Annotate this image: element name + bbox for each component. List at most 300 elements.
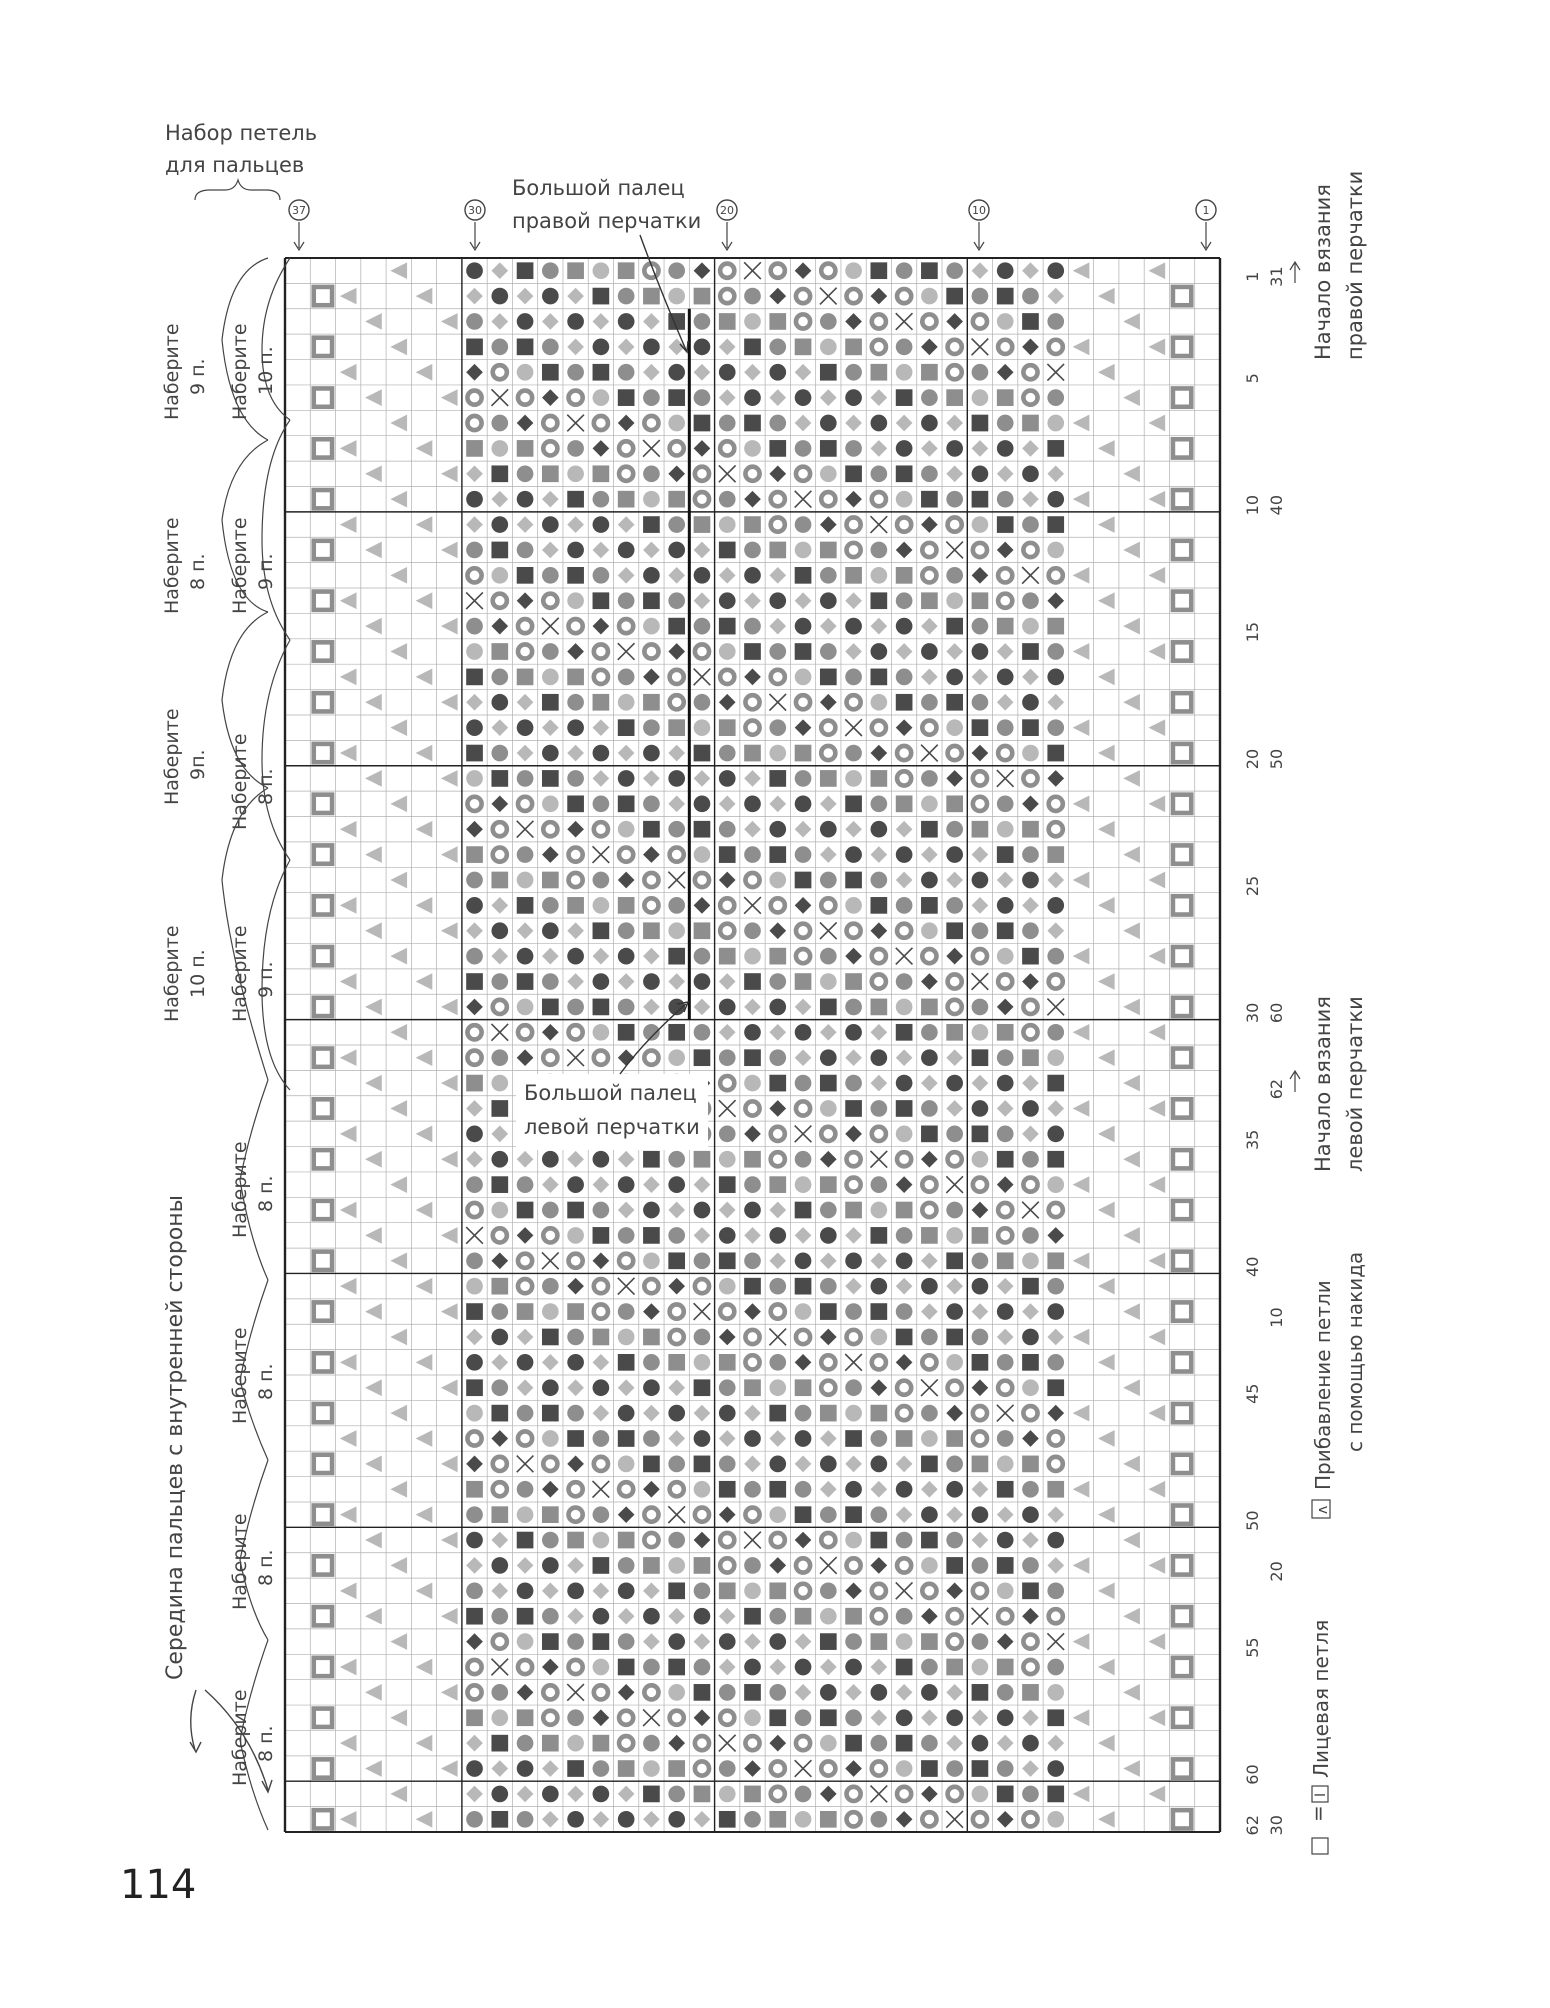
stitch-circle-light (871, 1329, 888, 1346)
stitch-ring (821, 1761, 835, 1775)
stitch-square-dark (997, 1786, 1014, 1803)
stitch-diamond-light (946, 1735, 963, 1752)
stitch-triangle (390, 1557, 407, 1574)
stitch-triangle (340, 1582, 357, 1599)
stitch-ring (569, 391, 583, 405)
stitch-diamond-light (542, 491, 559, 508)
stitch-diamond-light (517, 922, 534, 939)
stitch-diamond-light (719, 389, 736, 406)
stitch-square-mid (618, 1760, 635, 1777)
stitch-square-mid (517, 1709, 534, 1726)
stitch-square-mid (668, 491, 685, 508)
stitch-boxed-square (314, 1302, 332, 1320)
stitch-diamond-light (921, 669, 938, 686)
stitch-circle-mid (491, 1049, 508, 1066)
svg-text:8 п.: 8 п. (187, 553, 209, 590)
stitch-ring (922, 568, 936, 582)
stitch-circle-mid (542, 567, 559, 584)
stitch-diamond-light (744, 999, 761, 1016)
stitch-diamond-light (593, 1811, 610, 1828)
stitch-ring (872, 721, 886, 735)
stitch-diamond-light (542, 1582, 559, 1599)
stitch-triangle (416, 1735, 433, 1752)
stitch-circle-dark (946, 846, 963, 863)
stitch-diamond-dark (744, 1303, 761, 1320)
stitch-square-dark (593, 922, 610, 939)
stitch-ring (594, 416, 608, 430)
svg-text:Наберите: Наберите (161, 925, 183, 1022)
stitch-square-dark (820, 1303, 837, 1320)
stitch-diamond-dark (668, 1735, 685, 1752)
stitch-triangle (340, 821, 357, 838)
stitch-diamond-dark (820, 694, 837, 711)
stitch-square-mid (567, 1532, 584, 1549)
stitch-square-dark (921, 1126, 938, 1143)
stitch-diamond-light (694, 542, 711, 559)
stitch-square-dark (896, 1024, 913, 1041)
stitch-triangle (365, 1532, 382, 1549)
stitch-ring (922, 1812, 936, 1826)
stitch-circle-mid (845, 364, 862, 381)
stitch-square-dark (769, 770, 786, 787)
stitch-square-mid (744, 745, 761, 762)
stitch-circle-dark (517, 313, 534, 330)
stitch-ring (467, 568, 481, 582)
row-number: 30 (1243, 1002, 1262, 1024)
stitch-diamond-light (795, 999, 812, 1016)
stitch-triangle (1098, 1735, 1115, 1752)
svg-text:Наберите: Наберите (229, 1689, 251, 1786)
stitch-diamond-light (567, 339, 584, 356)
stitch-circle-dark (744, 1659, 761, 1676)
stitch-circle-light (694, 719, 711, 736)
stitch-boxed-square (314, 896, 332, 914)
stitch-triangle (340, 1049, 357, 1066)
stitch-circle-dark (921, 872, 938, 889)
stitch-diamond-light (517, 694, 534, 711)
stitch-diamond-light (795, 592, 812, 609)
stitch-diamond-light (567, 1151, 584, 1168)
stitch-circle-dark (845, 389, 862, 406)
stitch-ring (948, 1787, 962, 1801)
stitch-circle-light (593, 897, 610, 914)
stitch-circle-mid (668, 262, 685, 279)
stitch-circle-dark (1047, 1126, 1064, 1143)
svg-text:1: 1 (1202, 204, 1210, 217)
stitch-square-mid (769, 542, 786, 559)
stitch-circle-dark (694, 567, 711, 584)
col-marker-37 (289, 200, 309, 250)
stitch-diamond-light (517, 1329, 534, 1346)
stitch-diamond-light (972, 1075, 989, 1092)
stitch-circle-light (871, 1202, 888, 1219)
stitch-square-mid (769, 313, 786, 330)
stitch-diamond-dark (466, 364, 483, 381)
stitch-square-mid (921, 1227, 938, 1244)
stitch-circle-light (1047, 415, 1064, 432)
stitch-circle-mid (593, 1202, 610, 1219)
stitch-triangle (441, 389, 458, 406)
stitch-triangle (441, 770, 458, 787)
stitch-circle-light (466, 770, 483, 787)
stitch-circle-dark (466, 1532, 483, 1549)
stitch-diamond-light (719, 1659, 736, 1676)
stitch-diamond-dark (491, 618, 508, 635)
stitch-circle-mid (542, 897, 559, 914)
stitch-circle-light (997, 1582, 1014, 1599)
stitch-cross (896, 948, 913, 965)
stitch-circle-mid (744, 1811, 761, 1828)
stitch-diamond-light (845, 1049, 862, 1066)
stitch-diamond-light (1047, 872, 1064, 889)
stitch-diamond-light (795, 1684, 812, 1701)
stitch-diamond-light (491, 313, 508, 330)
stitch-circle-mid (491, 1303, 508, 1320)
stitch-ring (998, 340, 1012, 354)
stitch-circle-dark (491, 516, 508, 533)
stitch-circle-dark (466, 1354, 483, 1371)
stitch-square-dark (845, 465, 862, 482)
stitch-circle-light (668, 1557, 685, 1574)
stitch-diamond-light (719, 1024, 736, 1041)
stitch-circle-light (593, 1532, 610, 1549)
stitch-triangle (1148, 567, 1165, 584)
stitch-ring (796, 1558, 810, 1572)
stitch-ring (796, 1101, 810, 1115)
stitch-square-dark (694, 1456, 711, 1473)
stitch-circle-dark (567, 1176, 584, 1193)
stitch-boxed-square (1173, 1150, 1191, 1168)
stitch-diamond-dark (896, 1811, 913, 1828)
stitch-circle-light (795, 542, 812, 559)
stitch-diamond-light (719, 795, 736, 812)
stitch-diamond-light (618, 1379, 635, 1396)
stitch-boxed-square (1173, 1709, 1191, 1727)
stitch-boxed-square (314, 388, 332, 406)
stitch-diamond-dark (744, 669, 761, 686)
stitch-ring (695, 1508, 709, 1522)
stitch-diamond-light (491, 897, 508, 914)
stitch-triangle (441, 465, 458, 482)
row-number-alt: 50 (1267, 748, 1286, 770)
stitch-ring (543, 1685, 557, 1699)
stitch-square-dark (744, 339, 761, 356)
stitch-circle-mid (795, 846, 812, 863)
stitch-cross (744, 897, 761, 914)
stitch-diamond-light (820, 1252, 837, 1269)
stitch-circle-dark (618, 1582, 635, 1599)
stitch-square-dark (972, 1760, 989, 1777)
stitch-triangle (390, 1024, 407, 1041)
stitch-diamond-dark (668, 465, 685, 482)
stitch-circle-mid (820, 313, 837, 330)
stitch-triangle (1148, 262, 1165, 279)
stitch-diamond-light (668, 795, 685, 812)
stitch-diamond-dark (618, 415, 635, 432)
stitch-circle-mid (1022, 1557, 1039, 1574)
stitch-circle-dark (972, 1735, 989, 1752)
stitch-diamond-light (1047, 1329, 1064, 1346)
stitch-square-dark (1047, 516, 1064, 533)
stitch-circle-mid (1022, 1151, 1039, 1168)
stitch-diamond-dark (668, 643, 685, 660)
stitch-ring (948, 1381, 962, 1395)
stitch-ring (569, 1025, 583, 1039)
stitch-circle-mid (1022, 1227, 1039, 1244)
svg-text:Наберите: Наберите (229, 1327, 251, 1424)
stitch-diamond-light (466, 1329, 483, 1346)
stitch-triangle (1098, 745, 1115, 762)
stitch-boxed-square (1173, 1658, 1191, 1676)
stitch-ring (720, 924, 734, 938)
stitch-circle-light (668, 288, 685, 305)
stitch-circle-dark (795, 618, 812, 635)
stitch-circle-mid (946, 897, 963, 914)
stitch-circle-dark (997, 1303, 1014, 1320)
stitch-ring (872, 974, 886, 988)
stitch-diamond-light (820, 1481, 837, 1498)
stitch-diamond-light (567, 288, 584, 305)
stitch-circle-light (542, 1303, 559, 1320)
stitch-triangle (340, 1354, 357, 1371)
stitch-circle-light (921, 288, 938, 305)
stitch-ring (872, 1584, 886, 1598)
legend-knit-label: Лицевая петля (1309, 1619, 1333, 1778)
stitch-square-dark (896, 1329, 913, 1346)
stitch-triangle (1123, 1303, 1140, 1320)
stitch-diamond-light (567, 1786, 584, 1803)
stitch-circle-mid (744, 542, 761, 559)
stitch-cross (593, 1481, 610, 1498)
stitch-circle-light (896, 364, 913, 381)
stitch-circle-dark (668, 364, 685, 381)
stitch-triangle (390, 1709, 407, 1726)
legend-increase-label-2: с помощью накида (1343, 1251, 1367, 1452)
stitch-square-mid (820, 542, 837, 559)
stitch-circle-light (567, 465, 584, 482)
stitch-triangle (1148, 1405, 1165, 1422)
stitch-circle-dark (643, 339, 660, 356)
stitch-boxed-square (1173, 592, 1191, 610)
stitch-square-dark (643, 592, 660, 609)
row-number: 5 (1243, 373, 1262, 384)
stitch-circle-mid (1022, 1786, 1039, 1803)
stitch-square-dark (871, 1532, 888, 1549)
stitch-circle-dark (593, 973, 610, 990)
stitch-square-dark (795, 872, 812, 889)
stitch-cross (795, 1760, 812, 1777)
stitch-square-dark (896, 389, 913, 406)
stitch-triangle (441, 1379, 458, 1396)
stitch-circle-mid (921, 1659, 938, 1676)
stitch-diamond-light (896, 643, 913, 660)
stitch-boxed-square (314, 541, 332, 559)
stitch-ring (948, 1152, 962, 1166)
stitch-square-dark (997, 1151, 1014, 1168)
stitch-ring (594, 670, 608, 684)
stitch-boxed-square (1173, 845, 1191, 863)
stitch-diamond-dark (1022, 1608, 1039, 1625)
stitch-diamond-light (946, 1506, 963, 1523)
stitch-circle-dark (719, 592, 736, 609)
stitch-circle-light (795, 1176, 812, 1193)
stitch-triangle (1098, 1278, 1115, 1295)
stitch-circle-mid (744, 922, 761, 939)
stitch-square-dark (1047, 1786, 1064, 1803)
stitch-triangle (340, 1430, 357, 1447)
stitch-ring (745, 873, 759, 887)
stitch-circle-dark (744, 389, 761, 406)
stitch-square-dark (517, 1202, 534, 1219)
stitch-triangle (416, 440, 433, 457)
stitch-triangle (1073, 872, 1090, 889)
stitch-ring (619, 1736, 633, 1750)
stitch-ring (670, 695, 684, 709)
row-number: 60 (1243, 1764, 1262, 1785)
stitch-ring (695, 467, 709, 481)
svg-text:Начало вязания: Начало вязания (1311, 184, 1335, 360)
stitch-circle-dark (795, 795, 812, 812)
stitch-diamond-dark (769, 922, 786, 939)
stitch-circle-mid (517, 465, 534, 482)
stitch-circle-mid (593, 567, 610, 584)
stitch-cross (618, 643, 635, 660)
stitch-circle-dark (618, 313, 635, 330)
stitch-circle-mid (517, 1481, 534, 1498)
stitch-circle-dark (491, 1151, 508, 1168)
stitch-boxed-square (314, 642, 332, 660)
start-right-label (1290, 171, 1367, 360)
stitch-triangle (416, 288, 433, 305)
stitch-diamond-light (997, 1506, 1014, 1523)
row-number-alt: 10 (1267, 1307, 1286, 1328)
stitch-cross (1022, 567, 1039, 584)
stitch-triangle (416, 1126, 433, 1143)
stitch-boxed-square (1173, 1759, 1191, 1777)
stitch-cross (845, 719, 862, 736)
stitch-square-dark (820, 1633, 837, 1650)
stitch-diamond-dark (845, 1582, 862, 1599)
stitch-circle-light (795, 1303, 812, 1320)
stitch-ring (745, 1736, 759, 1750)
stitch-triangle (365, 846, 382, 863)
stitch-triangle (416, 1278, 433, 1295)
stitch-diamond-dark (972, 745, 989, 762)
stitch-circle-light (820, 465, 837, 482)
stitch-circle-mid (618, 922, 635, 939)
stitch-diamond-light (593, 1176, 610, 1193)
stitch-circle-dark (845, 618, 862, 635)
stitch-cross (769, 694, 786, 711)
stitch-circle-mid (567, 1405, 584, 1422)
stitch-circle-dark (517, 1354, 534, 1371)
stitch-triangle (340, 1735, 357, 1752)
stitch-square-dark (921, 1760, 938, 1777)
stitch-circle-dark (871, 1684, 888, 1701)
stitch-triangle (390, 491, 407, 508)
stitch-circle-mid (668, 1151, 685, 1168)
stitch-triangle (390, 1786, 407, 1803)
stitch-ring (619, 467, 633, 481)
stitch-boxed-square (314, 439, 332, 457)
stitch-square-mid (896, 1202, 913, 1219)
stitch-diamond-dark (643, 1303, 660, 1320)
stitch-diamond-light (997, 465, 1014, 482)
stitch-boxed-square (1173, 947, 1191, 965)
stitch-diamond-light (643, 999, 660, 1016)
stitch-triangle (1073, 262, 1090, 279)
stitch-circle-dark (593, 339, 610, 356)
stitch-diamond-light (921, 1709, 938, 1726)
stitch-diamond-light (593, 1582, 610, 1599)
stitch-square-dark (466, 339, 483, 356)
cast-on-fingers-label-2: для пальцев (165, 153, 305, 177)
stitch-diamond-light (997, 1278, 1014, 1295)
stitch-triangle (441, 922, 458, 939)
stitch-diamond-light (567, 922, 584, 939)
stitch-boxed-square (314, 1759, 332, 1777)
stitch-circle-mid (769, 1049, 786, 1066)
stitch-diamond-light (972, 897, 989, 914)
stitch-circle-mid (491, 745, 508, 762)
stitch-ring (1023, 1178, 1037, 1192)
stitch-square-dark (593, 288, 610, 305)
stitch-triangle (1148, 491, 1165, 508)
stitch-triangle (441, 313, 458, 330)
stitch-boxed-square (314, 1099, 332, 1117)
stitch-diamond-light (997, 1100, 1014, 1117)
stitch-square-mid (795, 973, 812, 990)
stitch-triangle (1148, 415, 1165, 432)
stitch-triangle (1123, 1151, 1140, 1168)
stitch-diamond-light (694, 592, 711, 609)
stitch-diamond-light (542, 313, 559, 330)
stitch-square-dark (668, 618, 685, 635)
row-number: 62 (1243, 1815, 1262, 1836)
stitch-circle-dark (567, 1811, 584, 1828)
stitch-square-dark (769, 1405, 786, 1422)
legend-knit-empty-box (1312, 1838, 1328, 1854)
stitch-boxed-square (1173, 1099, 1191, 1117)
svg-text:Наберите: Наберите (229, 517, 251, 614)
stitch-circle-dark (769, 1633, 786, 1650)
stitch-ring (467, 1685, 481, 1699)
stitch-circle-mid (517, 542, 534, 559)
stitch-ring (720, 1533, 734, 1547)
stitch-diamond-light (871, 1709, 888, 1726)
stitch-circle-dark (618, 948, 635, 965)
stitch-cross (694, 669, 711, 686)
stitch-circle-dark (946, 1303, 963, 1320)
stitch-ring (518, 1025, 532, 1039)
stitch-circle-mid (643, 1735, 660, 1752)
stitch-ring (493, 1228, 507, 1242)
stitch-triangle (1098, 669, 1115, 686)
stitch-diamond-light (668, 1379, 685, 1396)
stitch-circle-mid (668, 592, 685, 609)
stitch-circle-mid (820, 1506, 837, 1523)
stitch-triangle (365, 922, 382, 939)
stitch-circle-mid (1022, 1481, 1039, 1498)
stitch-diamond-dark (820, 1329, 837, 1346)
stitch-diamond-light (997, 694, 1014, 711)
stitch-diamond-light (1022, 1075, 1039, 1092)
stitch-square-dark (668, 1659, 685, 1676)
stitch-triangle (1073, 415, 1090, 432)
stitch-ring (973, 797, 987, 811)
stitch-diamond-light (744, 1456, 761, 1473)
stitch-circle-light (491, 1075, 508, 1092)
